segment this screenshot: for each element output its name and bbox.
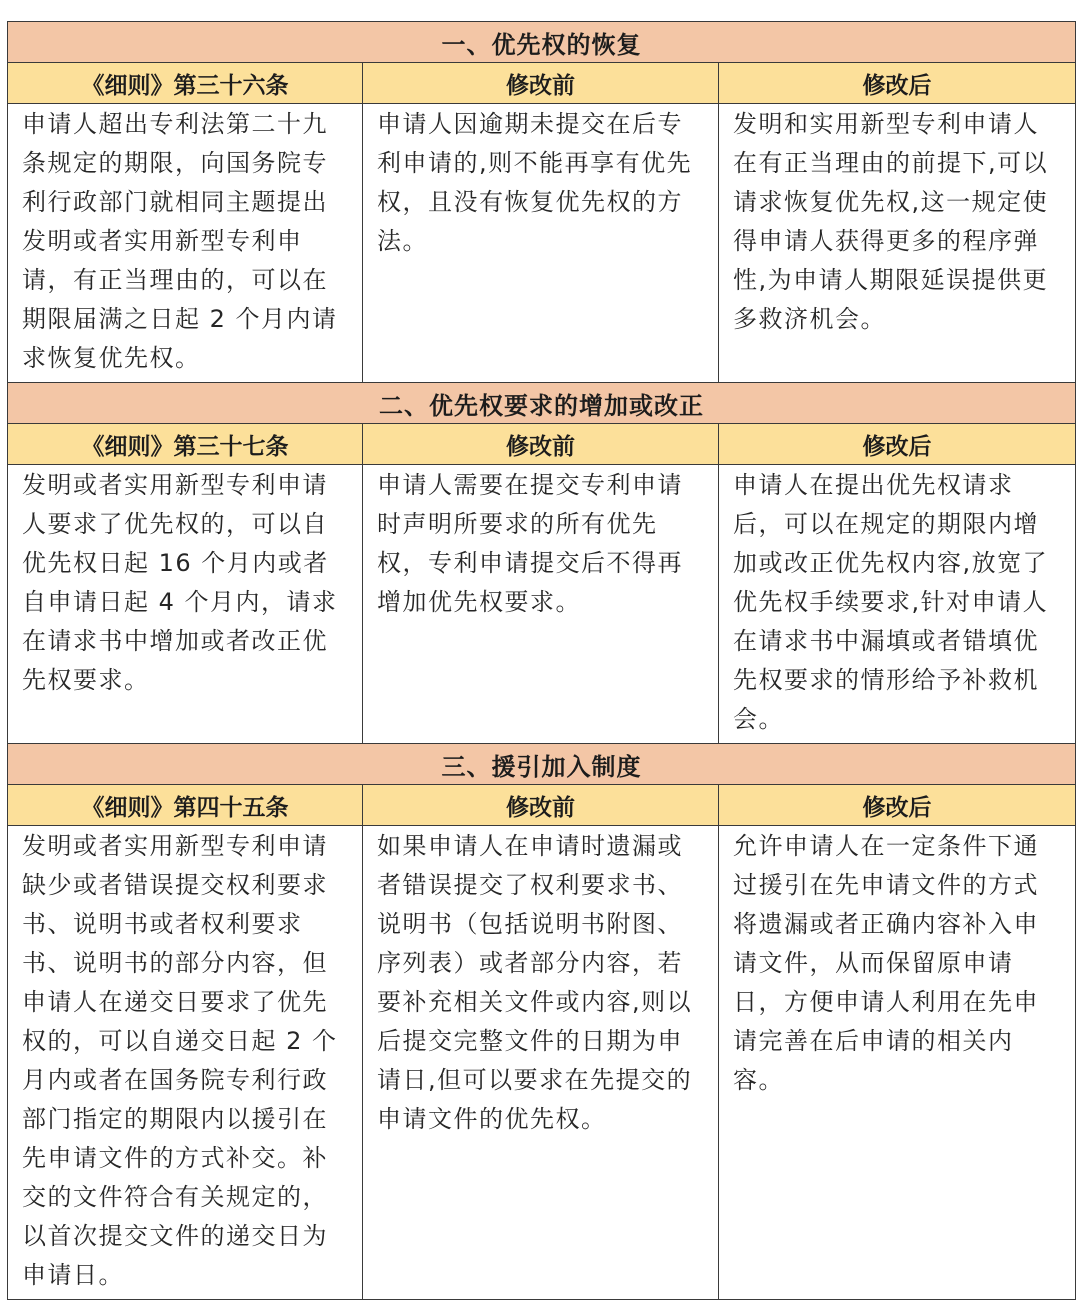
cell-before-text: 如果申请人在申请时遗漏或者错误提交了权利要求书、说明书（包括说明书附图、序列表）或者部分内容，若要补充相关文件或内容,则以后提交完整文件的日期为申请日,但可以要求在先提交的申请文件的优先权。 (363, 826, 719, 1300)
cell-article-text: 发明或者实用新型专利申请缺少或者错误提交权利要求书、说明书或者权利要求书、说明书的部分内容，但申请人在递交日要求了优先权的，可以自递交日起 2 个月内或者在国务院专利行政部门指定的期限内以援引在先申请文件的方式补交。补交的文件符合有关规定的，以首次提交文件的递交日为申请日。 (8, 826, 363, 1300)
section-title-row (8, 22, 1076, 63)
column-header-before: 修改前 (363, 424, 719, 465)
section-title: 二、优先权要求的增加或改正 (8, 383, 1076, 424)
column-header-row (8, 785, 1076, 826)
column-header-before: 修改前 (363, 63, 719, 104)
table-row (8, 465, 1076, 744)
column-header-row (8, 63, 1076, 104)
cell-article-text: 发明或者实用新型专利申请人要求了优先权的，可以自优先权日起 16 个月内或者自申请日起 4 个月内，请求在请求书中增加或者改正优先权要求。 (8, 465, 363, 744)
table-row (8, 104, 1076, 383)
column-header-before: 修改前 (363, 785, 719, 826)
column-header-after: 修改后 (719, 785, 1076, 826)
priority-rules-comparison-table (7, 21, 1076, 1300)
section-title: 一、优先权的恢复 (8, 22, 1076, 63)
cell-after-text: 申请人在提出优先权请求后，可以在规定的期限内增加或改正优先权内容,放宽了优先权手续要求,针对申请人在请求书中漏填或者错填优先权要求的情形给予补救机会。 (719, 465, 1076, 744)
column-header-after: 修改后 (719, 424, 1076, 465)
cell-after-text: 发明和实用新型专利申请人在有正当理由的前提下,可以请求恢复优先权,这一规定使得申请人获得更多的程序弹性,为申请人期限延误提供更多救济机会。 (719, 104, 1076, 383)
cell-before-text: 申请人需要在提交专利申请时声明所要求的所有优先权，专利申请提交后不得再增加优先权要求。 (363, 465, 719, 744)
table-row (8, 826, 1076, 1300)
section-title: 三、援引加入制度 (8, 744, 1076, 785)
column-header-article: 《细则》第四十五条 (8, 785, 363, 826)
cell-before-text: 申请人因逾期未提交在后专利申请的,则不能再享有优先权，且没有恢复优先权的方法。 (363, 104, 719, 383)
column-header-after: 修改后 (719, 63, 1076, 104)
column-header-row (8, 424, 1076, 465)
section-title-row (8, 383, 1076, 424)
section-title-row (8, 744, 1076, 785)
cell-article-text: 申请人超出专利法第二十九条规定的期限，向国务院专利行政部门就相同主题提出发明或者实用新型专利申请，有正当理由的，可以在期限届满之日起 2 个月内请求恢复优先权。 (8, 104, 363, 383)
column-header-article: 《细则》第三十七条 (8, 424, 363, 465)
cell-after-text: 允许申请人在一定条件下通过援引在先申请文件的方式将遗漏或者正确内容补入申请文件，从而保留原申请日，方便申请人利用在先申请完善在后申请的相关内容。 (719, 826, 1076, 1300)
column-header-article: 《细则》第三十六条 (8, 63, 363, 104)
